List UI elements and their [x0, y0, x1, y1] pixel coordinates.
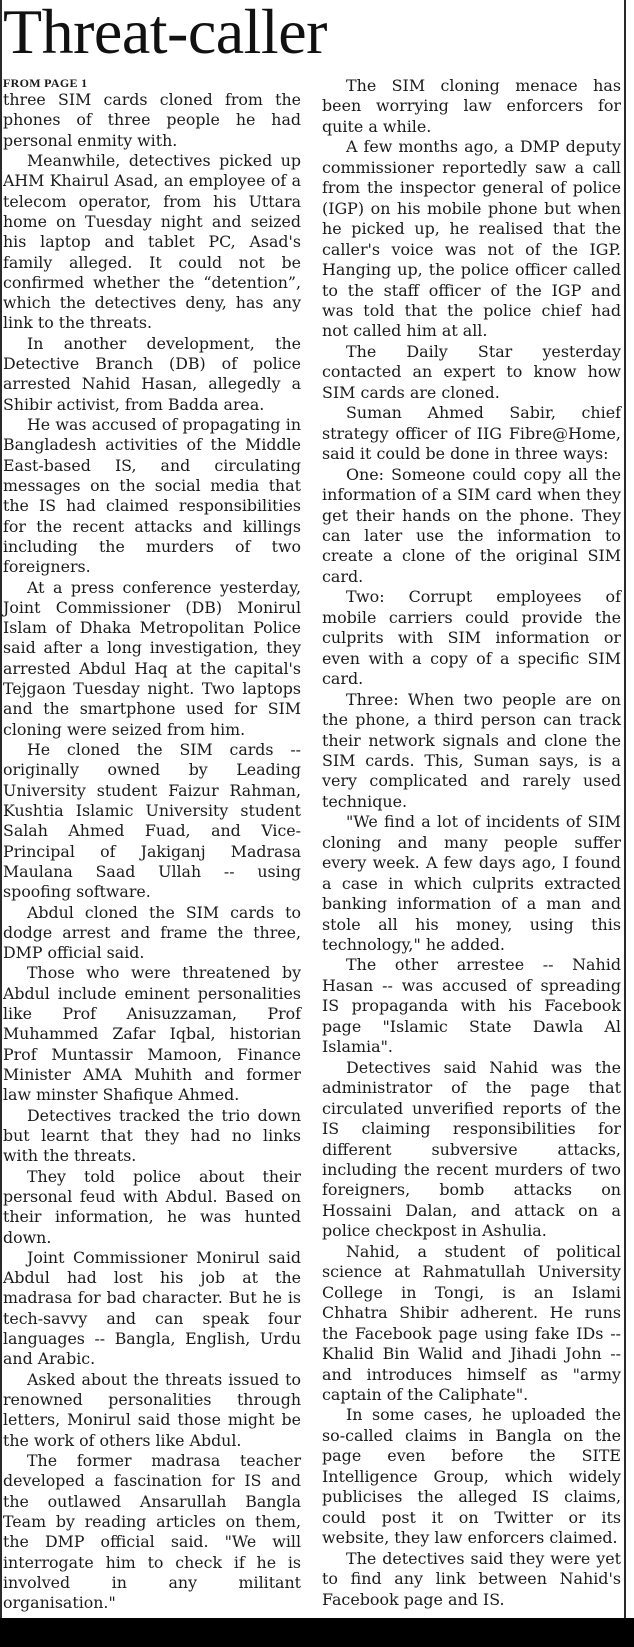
- paragraph: Those who were threatened by Abdul include eminent personalities like Prof Anisuzzaman, Prof Muhammed Zafar Iqbal, historian Prof Muntassir Mamoon, Finance Minister AMA Muhith and former law minster Shafique Ahmed.: [3, 963, 301, 1105]
- page-left-border: [0, 0, 2, 1618]
- paragraph: Nahid, a student of political science at Rahmatullah University College in Tongi, is an Islami Chhatra Shibir adherent. He runs the Facebook page using fake IDs -- Khalid Bin Walid and Jihadi John -- and introduces himself as "army captain of the Caliphate".: [322, 1241, 621, 1404]
- paragraph: A few months ago, a DMP deputy commissioner reportedly saw a call from the inspector general of police (IGP) on his mobile phone but when he picked up, he realised that the caller's voice was not of the IGP. Hanging up, the police officer called to the staff officer of the IGP and was told that the police chief had not called him at all.: [322, 137, 621, 341]
- paragraph: At a press conference yesterday, Joint Commissioner (DB) Monirul Islam of Dhaka Metropolitan Police said after a long investigation, they arrested Abdul Haq at the capital's Tejgaon Tuesday night. Two laptops and the smartphone used for SIM cloning were seized from him.: [3, 577, 301, 739]
- paragraph: The SIM cloning menace has been worrying law enforcers for quite a while.: [322, 76, 621, 136]
- paragraph: The other arrestee -- Nahid Hasan -- was accused of spreading IS propaganda with his Facebook page "Islamic State Dawla Al Islamia".: [322, 955, 621, 1057]
- paragraph: Three: When two people are on the phone, a third person can track their network signals and clone the SIM cards. This, Suman says, is a very complicated and rarely used technique.: [322, 689, 621, 811]
- headline: Threat-caller: [3, 0, 327, 67]
- paragraph: One: Someone could copy all the information of a SIM card when they get their hands on the phone. They can later use the information to create a clone of the original SIM card.: [322, 464, 621, 586]
- article-column-right: [322, 76, 621, 1610]
- paragraph: The former madrasa teacher developed a fascination for IS and the outlawed Ansarullah Bangla Team by reading articles on them, the DMP official said. "We will interrogate him to check if he is involved in any militant organisation.": [3, 1450, 301, 1613]
- paragraph: Detectives tracked the trio down but learnt that they had no links with the threats.: [3, 1105, 301, 1166]
- paragraph: In another development, the Detective Branch (DB) of police arrested Nahid Hasan, allegedly a Shibir activist, from Badda area.: [3, 333, 301, 414]
- paragraph: Two: Corrupt employees of mobile carriers could provide the culprits with SIM information or even with a copy of a specific SIM card.: [322, 587, 621, 689]
- article-column-left: [3, 90, 301, 1613]
- paragraph: Detectives said Nahid was the administrator of the page that circulated unverified reports of the IS claiming responsibilities for different subversive attacks, including the recent murders of two foreigners, bomb attacks on Hossaini Dalan, and attack on a police checkpost in Ashulia.: [322, 1057, 621, 1241]
- paragraph: He was accused of propagating in Bangladesh activities of the Middle East-based IS, and circulating messages on the social media that the IS had claimed responsibilities for the recent attacks and killings including the murders of two foreigners.: [3, 415, 301, 577]
- paragraph: Meanwhile, detectives picked up AHM Khairul Asad, an employee of a telecom operator, from his Uttara home on Tuesday night and seized his laptop and tablet PC, Asad's family alleged. It could not be confirmed whether the “detention”, which the detectives deny, has any link to the threats.: [3, 150, 301, 333]
- paragraph: They told police about their personal feud with Abdul. Based on their information, he was hunted down.: [3, 1166, 301, 1247]
- paragraph: Joint Commissioner Monirul said Abdul had lost his job at the madrasa for bad character. But he is tech-savvy and can speak four languages -- Bangla, English, Urdu and Arabic.: [3, 1247, 301, 1369]
- paragraph: He cloned the SIM cards -- originally owned by Leading University student Faizur Rahman, Kushtia Islamic University student Salah Ahmed Fuad, and Vice-Principal of Jakiganj Madrasa Maulana Saad Ullah -- using spoofing software.: [3, 740, 301, 902]
- paragraph: "We find a lot of incidents of SIM cloning and many people suffer every week. A few days ago, I found a case in which culprits extracted banking information of a man and stole all his money, using this technology," he added.: [322, 812, 621, 955]
- bottom-black-bar: [0, 1618, 634, 1647]
- page-right-border: [624, 0, 626, 1618]
- jump-line: FROM PAGE 1: [3, 76, 88, 90]
- paragraph: Suman Ahmed Sabir, chief strategy officer of IIG Fibre@Home, said it could be done in three ways:: [322, 403, 621, 464]
- paragraph: In some cases, he uploaded the so-called claims in Bangla on the page even before the SITE Intelligence Group, which widely publicises the alleged IS claims, could post it on Twitter or its website, they law enforcers claimed.: [322, 1405, 621, 1548]
- paragraph: Abdul cloned the SIM cards to dodge arrest and frame the three, DMP official said.: [3, 902, 301, 963]
- paragraph: The Daily Star yesterday contacted an expert to know how SIM cards are cloned.: [322, 341, 621, 402]
- paragraph: three SIM cards cloned from the phones of three people he had personal enmity with.: [3, 90, 301, 150]
- paragraph: The detectives said they were yet to find any link between Nahid's Facebook page and IS.: [322, 1548, 621, 1609]
- paragraph: Asked about the threats issued to renowned personalities through letters, Monirul said those might be the work of others like Abdul.: [3, 1369, 301, 1450]
